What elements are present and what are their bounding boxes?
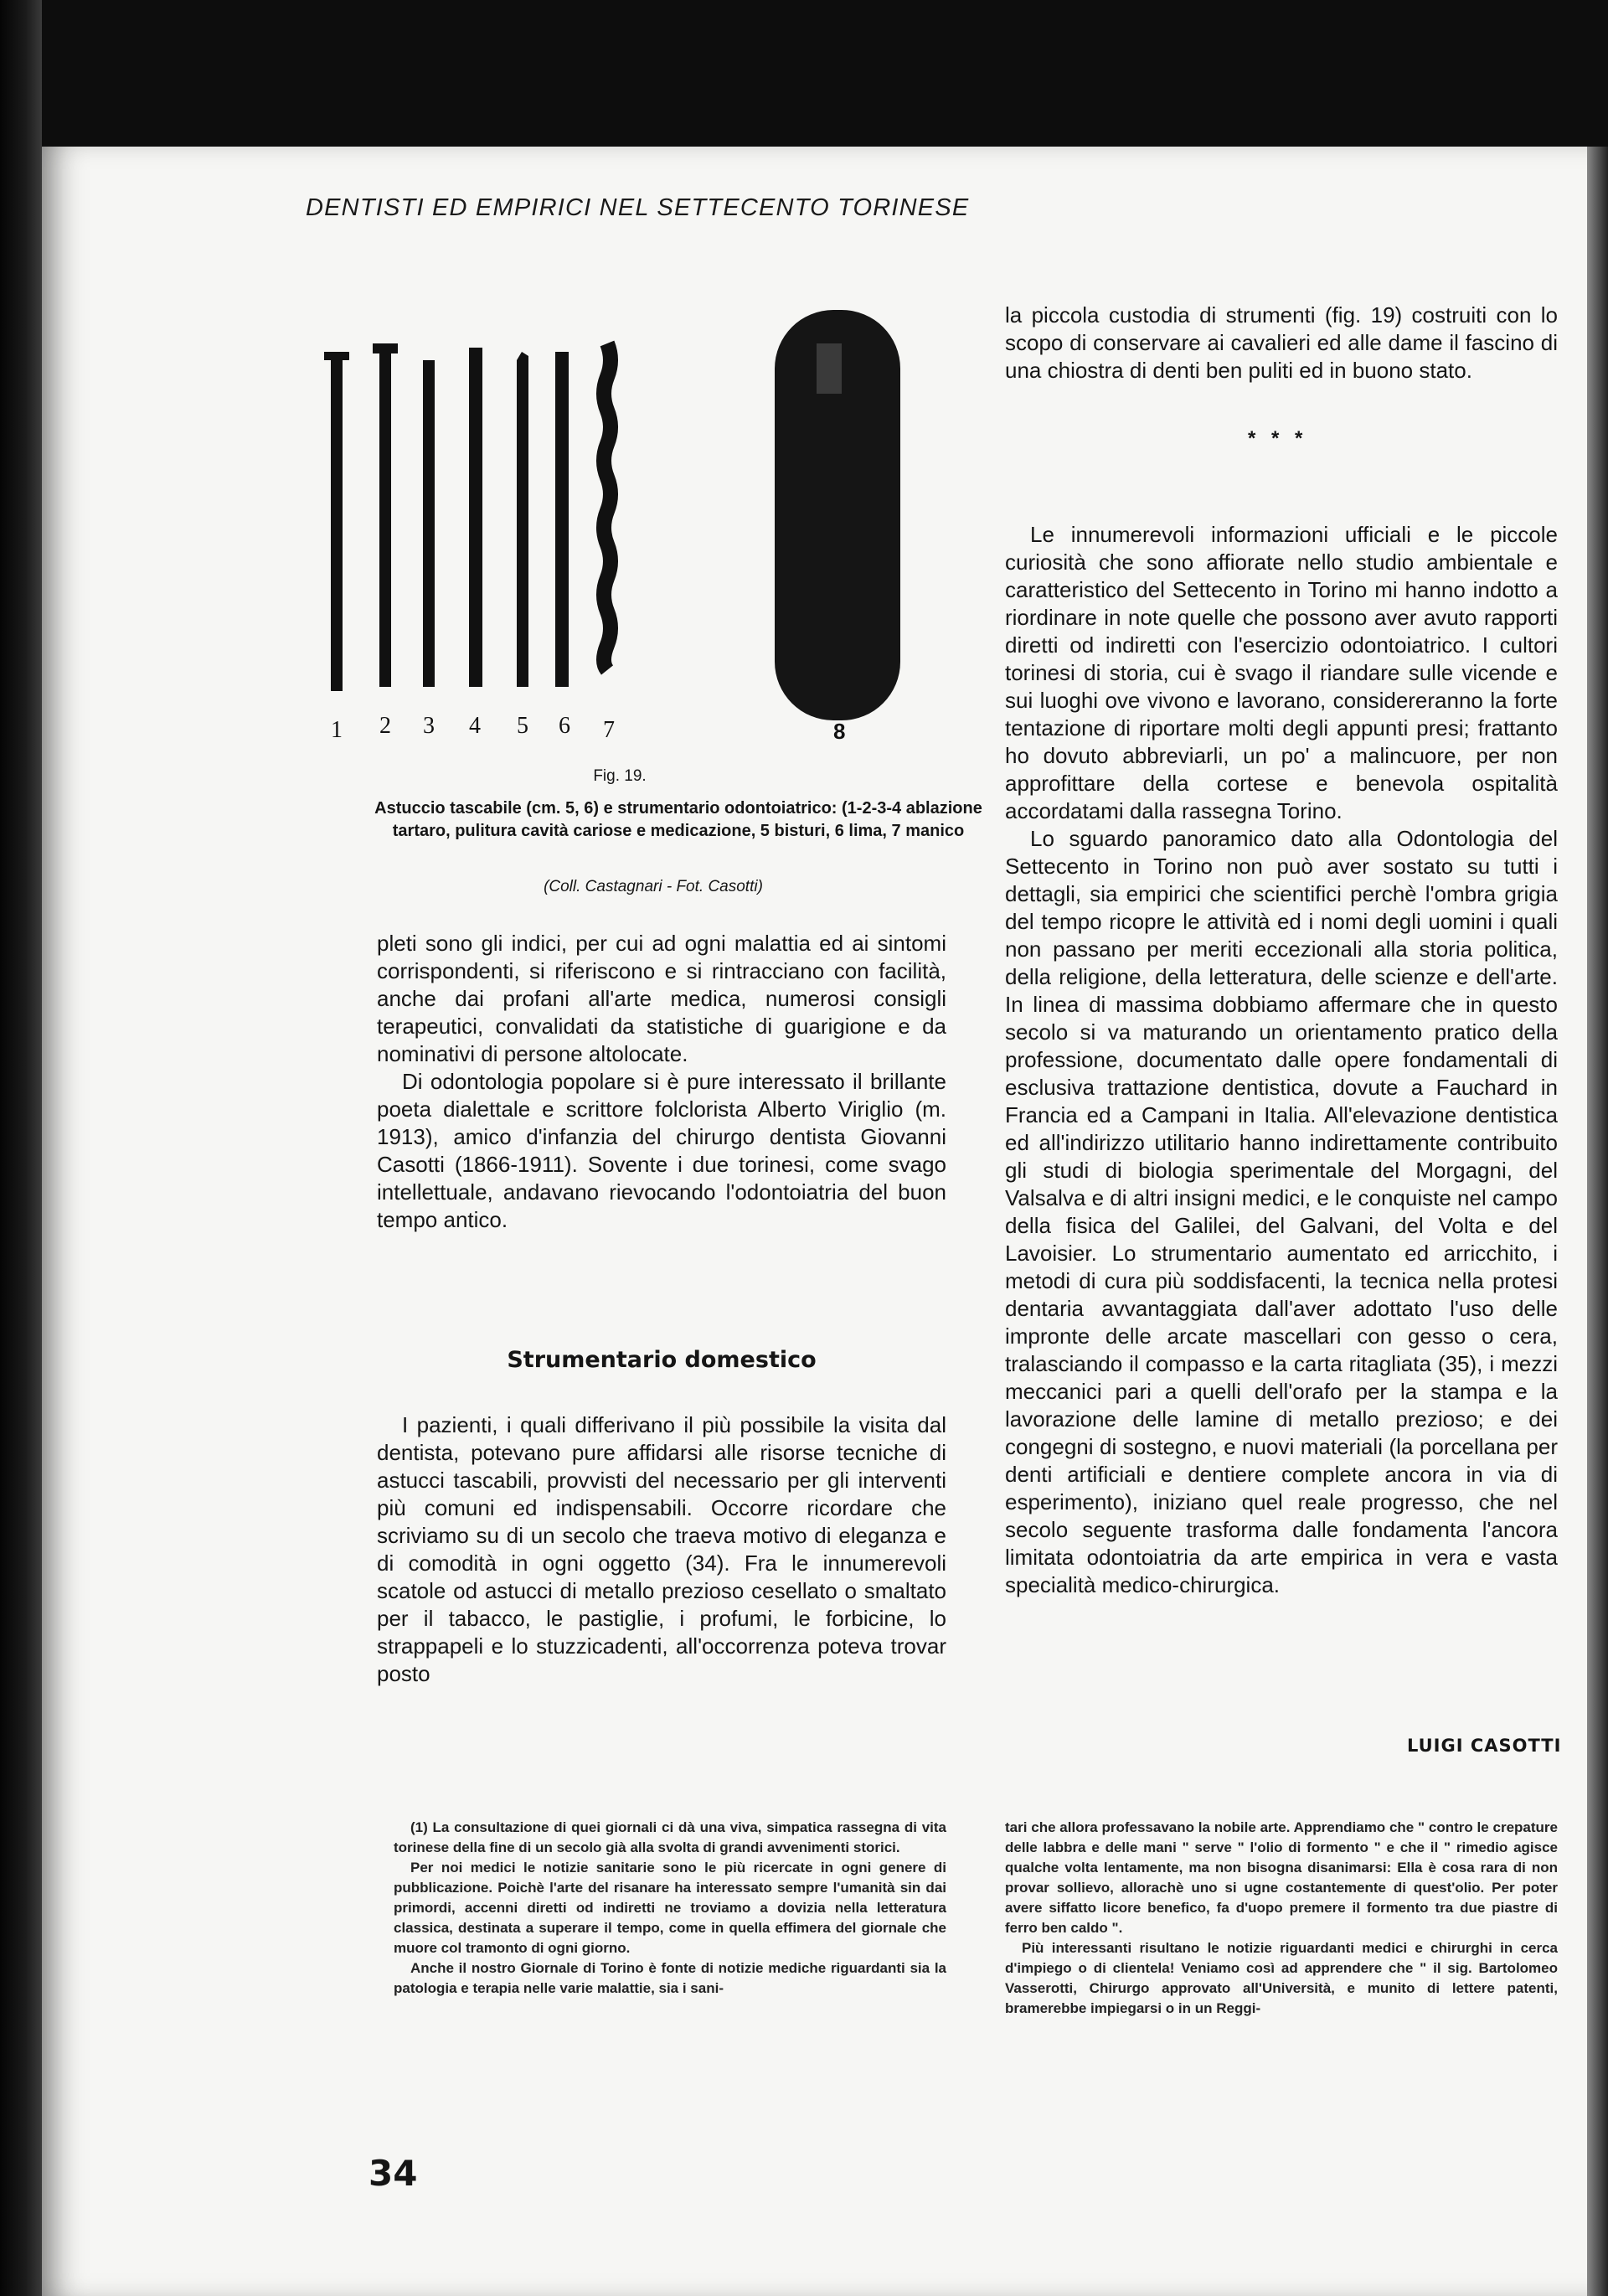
fig-number-8: 8	[833, 719, 846, 744]
footnote-left-1: (1) La consultazione di quei giornali ci dà una viva, simpatica rassegna di vita torinese della fine di un secolo già alla svolta di grandi avvenimenti storici.	[394, 1819, 946, 1855]
fig-number-2: 2	[379, 713, 391, 739]
fig-number-1: 1	[331, 717, 343, 743]
footnotes-right	[1005, 1818, 1558, 2019]
instrument-2-tip	[373, 343, 398, 353]
left-paragraph-3: I pazienti, i quali differivano il più possibile la visita dal dentista, potevano pure affidarsi alle risorse tecniche di astucci tascabili, provvisti del necessario per gli interventi più comuni ed indispensabili. Occorre ricordare che scriviamo su di un secolo che traeva motivo di eleganza e di comodità in ogni oggetto (34). Fra le innumerevoli scatole od astucci di metallo prezioso cesellato o smaltato per il tabacco, le pastiglie, i profumi, le forbicine, lo strappapeli e lo stuzzicadenti, all'occorrenza poteva trovar posto	[377, 1412, 946, 1686]
left-paragraph-2: Di odontologia popolare si è pure interessato il brillante poeta dialettale e scrittore folclorista Alberto Viriglio (m. 1913), amico d'infanzia del chirurgo dentista Giovanni Casotti (1866-1911). Sovente i due torinesi, come svago intellettuale, andavano rievocando l'odontoiatria del buon tempo antico.	[377, 1069, 946, 1232]
case-8-highlight	[817, 343, 842, 394]
right-paragraph-1: la piccola custodia di strumenti (fig. 19) costruiti con lo scopo di conservare ai cavalieri ed alle dame il fascino di una chiostra di denti ben puliti ed in buono stato.	[1005, 302, 1558, 383]
footnote-right-1: tari che allora professavano la nobile arte. Apprendiamo che " contro le crepature delle labbra e delle mani " serve " l'olio di formento " e che il " rimedio agisce qualche volta lentamente, ma non bisogna disanimarsi: Ella è cosa rara di non provar sollievo, allorachè uno si ugne costantemente di quest'olio. Per poter avere siffatto licore benefico, fa d'uopo premere il formento tra due piastre di ferro ben caldo ".	[1005, 1819, 1558, 1936]
footnote-left-2: Per noi medici le notizie sanitarie sono le più ricercate in ogni genere di pubblicazione. Poichè l'arte del risanare ha interessato sempre l'umanità sin dai primordi, accenni diretti od indiretti ne troviamo a dovizia nella letteratura classica, destinata a superare il tempo, come in quella effimera del giornale che muore col tramonto di ogni giorno.	[394, 1860, 946, 1956]
section-heading: Strumentario domestico	[507, 1347, 817, 1373]
instrument-3	[423, 360, 435, 687]
section-separator: * * *	[1248, 427, 1308, 450]
footnote-left-3: Anche il nostro Giornale di Torino è fonte di notizie mediche riguardanti sia la patologia e terapia nelle varie malattie, sia i sani-	[394, 1960, 946, 1996]
footnote-right-2: Più interessanti risultano le notizie riguardanti medici e chirurghi in cerca d'impiego o di clientela! Veniamo così ad apprendere che " il sig. Bartolomeo Vasserotti, Chirurgo approvato all'Università, e munito di lettere patenti, bramerebbe impiegarsi o in un Reggi-	[1005, 1940, 1558, 2016]
instrument-1-tip	[324, 352, 349, 360]
fig-number-3: 3	[423, 713, 435, 739]
figure-label: Fig. 19.	[593, 767, 647, 785]
instrument-5-scalpel	[517, 352, 528, 687]
fig-number-6: 6	[559, 713, 570, 739]
figure-instruments-photo	[322, 310, 925, 746]
instrument-7-handle	[604, 343, 611, 670]
right-paragraph-2: Le innumerevoli informazioni ufficiali e le piccole curiosità che sono affiorate nello studio ambientale e caratteristico del Settecento in Torino mi hanno indotto a riordinare in note quelle che possono aver avuto rapporti diretti od indiretti con l'esercizio odontoiatrico. I cultori torinesi di storia, cui è svago il riandare sulle vicende e sui luoghi ove vivono e lavorano, considereranno la forte tentazione di riportare molti degli appunti presi; frattanto ho dovuto abbreviarli, un po' a malincuore, per non approfittare della cortese e benevola ospitalità accordatami dalla rassegna Torino.	[1005, 522, 1558, 823]
left-column-section	[377, 1411, 946, 1688]
left-column	[377, 930, 946, 1234]
left-paragraph-1: pleti sono gli indici, per cui ad ogni malattia ed ai sintomi corrispondenti, si riferiscono e si rintracciano con facilità, anche dai profani all'arte medica, numerosi consigli terapeutici, convalidati da statistiche di guarigione e da nominativi di persone altolocate.	[377, 931, 946, 1066]
page-number: 34	[368, 2153, 418, 2194]
scan-right-edge	[1587, 147, 1608, 2296]
instrument-4	[469, 348, 482, 687]
instrument-1	[331, 356, 343, 691]
author-signature: LUIGI CASOTTI	[1407, 1736, 1562, 1756]
right-paragraph-3: Lo sguardo panoramico dato alla Odontologia del Settecento in Torino non può aver sostato su tutti i dettagli, sia empirici che scientifici perchè l'ombra grigia del tempo ricopre le attività ed i nomi degli uomini i quali non passano per meriti eccezionali alla storia politica, della religione, della letteratura, delle scienze e dell'arte. In linea di massima dobbiamo affermare che in questo secolo si va maturando un orientamento pratico della professione, documentato dalle opere fondamentali di esclusiva trattazione dentistica, dovute a Fauchard in Francia ed a Campani in Italia. All'elevazione dentistica ed all'indirizzo utilitario hanno indirettamente contribuito gli studi di biologia sperimentale del Morgagni, del Valsalva e di altri insigni medici, e le conquiste nel campo della fisica del Galilei, del Galvani, del Volta e del Lavoisier. Lo strumentario aumentato ed arricchito, i metodi di cura più soddisfacenti, la tecnica nella protesi dentaria avvantaggiata dall'aver adottato l'uso delle impronte delle arcate mascellari con gesso o cera, tralasciando il compasso e la carta ritagliata (35), i mezzi meccanici pari a quelli dell'orafo per la stampa e la lavorazione delle lamine di metallo prezioso; e dei congegni di sostegno, e nuovi materiali (la porcellana per denti artificiali e dentiere complete ancora in via di esperimento), iniziano quel reale progresso, che nel secolo seguente trasforma dalle fondamenta l'ancora limitata odontoiatria da arte empirica in vera e vasta specialità medico-chirurgica.	[1005, 826, 1558, 1597]
footnotes-left	[394, 1818, 946, 1999]
instruments-illustration	[322, 310, 925, 746]
fig-number-5: 5	[517, 713, 528, 739]
instrument-2	[379, 352, 391, 687]
instrument-6-file	[555, 352, 569, 687]
fig-number-7: 7	[603, 717, 615, 743]
scan-left-edge	[0, 0, 42, 2296]
right-column-top	[1005, 302, 1558, 384]
right-column-main	[1005, 521, 1558, 1599]
scan-dark-border	[0, 0, 1608, 159]
figure-caption: Astuccio tascabile (cm. 5, 6) e strumentario odontoiatrico: (1-2-3-4 ablazione tartaro, pulitura cavità cariose e medicazione, 5 bisturi, 6 lima, 7 manico	[374, 799, 982, 840]
fig-number-4: 4	[469, 713, 481, 739]
figure-credit: (Coll. Castagnari - Fot. Casotti)	[544, 878, 763, 895]
running-header: DENTISTI ED EMPIRICI NEL SETTECENTO TORINESE	[306, 194, 970, 221]
